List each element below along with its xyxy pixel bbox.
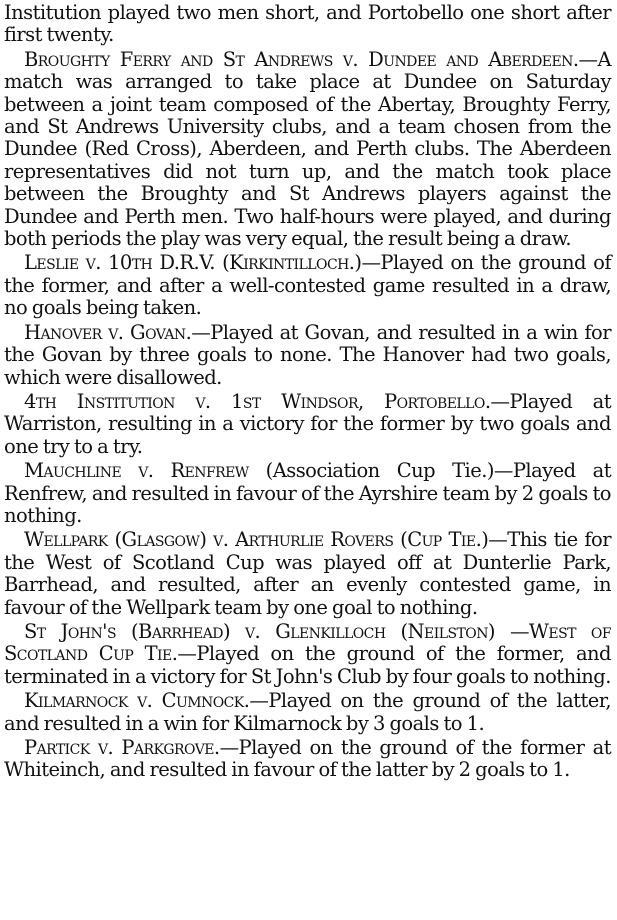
- match-report-text: Institution played two men short, and Portobello one short after first twenty.: [4, 1, 611, 47]
- match-heading: St John's (Barrhead) v. Glenkilloch (Neilston) —West of Scotland Cup Tie.: [4, 619, 611, 666]
- match-heading: Kilmarnock v. Cumnock.: [24, 689, 250, 713]
- match-report-paragraph-5: [4, 391, 611, 458]
- match-report-text: —Played at Warriston, resulting in a victory for the former by two goals and one try to a try.: [4, 389, 611, 458]
- match-heading: Partick v. Parkgrove.: [24, 736, 220, 759]
- match-report-text: —This tie for the West of Scotland Cup was played off at Dunterlie Park, Barrhead, and resulted, after an evenly contested game, in favour of the Wellpark team by one goal to nothing.: [4, 528, 611, 619]
- match-report-text: —Played on the ground of the latter, and resulted in a win for Kilmarnock by 3 goals to 1.: [4, 689, 611, 735]
- match-heading: Broughty Ferry and St Andrews v. Dundee and Aberdeen.: [24, 47, 579, 71]
- match-report-paragraph-2: [4, 49, 611, 251]
- match-report-paragraph-1: [4, 2, 611, 47]
- match-report-paragraph-9: [4, 690, 611, 735]
- match-report-text: —Played on the ground of the former at Whiteinch, and resulted in favour of the latter by 2 goals to 1.: [4, 736, 611, 782]
- match-report-paragraph-8: [4, 621, 611, 688]
- match-report-paragraph-10: [4, 737, 611, 782]
- match-report-text: —A match was arranged to take place at Dundee on Saturday between a joint team composed of the Abertay, Broughty Ferry, and St Andrews University clubs, and a team chosen from the Dundee (Red Cross), Aberdeen, and Perth clubs. The Aberdeen representatives did not turn up, and the match took place between the Broughty and St Andrews players against the Dundee and Perth men. Two half-hours were played, and during both periods the play was very equal, the result being a draw.: [4, 47, 611, 251]
- match-heading: Mauchline v. Renfrew: [24, 459, 249, 483]
- match-report-paragraph-4: [4, 322, 611, 389]
- match-report-paragraph-7: [4, 529, 611, 619]
- match-heading: 4th Institution v. 1st Windsor, Portobello.: [24, 389, 491, 413]
- match-report-text: —Played at Govan, and resulted in a win for the Govan by three goals to none. The Hanover had two goals, which were disallowed.: [4, 320, 611, 389]
- match-report-text: (Association Cup Tie.)—Played at Renfrew, and resulted in favour of the Ayrshire team by 2 goals to nothing.: [4, 459, 611, 527]
- match-report-text: —Played on the ground of the former, and after a well-contested game resulted in a draw, no goals being taken.: [4, 251, 611, 320]
- match-report-paragraph-6: [4, 460, 611, 527]
- match-heading: Leslie v. 10th D.R.V. (Kirkintilloch.): [24, 251, 362, 275]
- match-report-text: —Played on the ground of the former, and terminated in a victory for St John's Club by four goals to nothing.: [4, 642, 611, 688]
- match-report-paragraph-3: [4, 252, 611, 319]
- match-heading: Hanover v. Govan.: [24, 320, 192, 344]
- match-heading: Wellpark (Glasgow) v. Arthurlie Rovers (Cup Tie.): [24, 528, 489, 552]
